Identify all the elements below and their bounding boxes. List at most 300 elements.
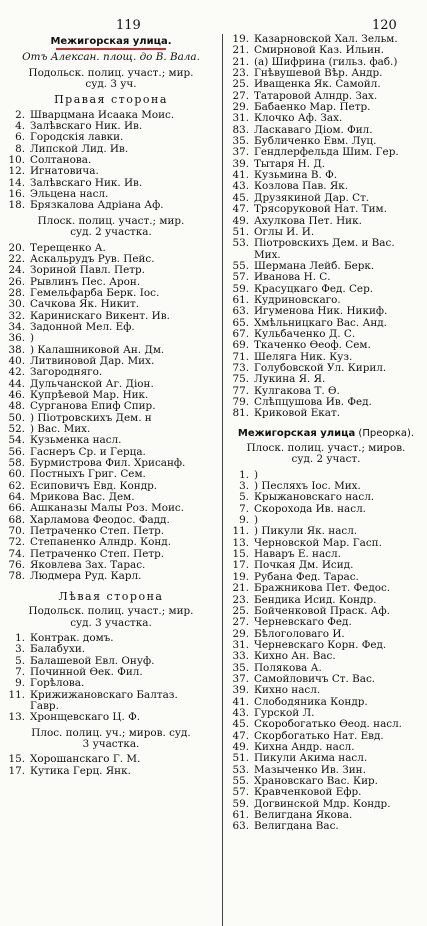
owner-name: Смирновой Каз. Ильин. <box>254 45 385 57</box>
owner-name: Крыжановскаго насл. <box>254 492 375 504</box>
entry-row <box>228 606 424 617</box>
owner-name: ) <box>30 333 35 345</box>
owner-name: Мазыченко Ив. Зин. <box>254 764 366 776</box>
owner-name: Трясоруковой Нат. Тим. <box>254 204 387 216</box>
house-number: 30. <box>8 298 25 311</box>
house-number: 31. <box>232 112 249 125</box>
house-number: 43. <box>232 180 249 193</box>
entry-row <box>228 821 424 832</box>
owner-name: Бражникова Пет. Федос. <box>254 583 391 595</box>
owner-name: Кудриновскаго. <box>254 294 341 306</box>
owner-name: Кулгакова Т. Ѳ. <box>254 385 340 397</box>
owner-name: Мих. <box>254 249 281 261</box>
owner-name: ) <box>254 469 259 481</box>
owner-name: Брязкалова Адріана Аф. <box>30 200 164 212</box>
house-number: 29. <box>232 101 249 114</box>
entry-row <box>228 113 424 124</box>
owner-name: Шварцмана Исаака Моис. <box>30 109 175 121</box>
house-number: 69. <box>232 339 249 352</box>
house-number: 36. <box>8 332 25 345</box>
street-subtitle: Отъ Алексан. площ. до В. Вала. <box>22 51 200 64</box>
entry-row <box>228 549 424 560</box>
entry-row <box>228 617 424 628</box>
entry-row <box>228 329 424 340</box>
house-number: 63. <box>232 305 249 318</box>
entry-row <box>228 742 424 753</box>
entry-row <box>228 125 424 136</box>
house-number: 68. <box>8 513 25 526</box>
district-line: суд. 3 участка. <box>70 616 152 629</box>
owner-name: Кульбаченко Д. С. <box>254 328 356 340</box>
house-number: 64. <box>8 491 25 504</box>
entry-row <box>228 397 424 408</box>
owner-name: Голубовской Ул. Кирил. <box>254 362 387 374</box>
house-number: 33. <box>232 650 249 663</box>
entry-row <box>228 595 424 606</box>
entry-row <box>4 633 218 644</box>
entry-row <box>4 155 218 166</box>
owner-name: Козлова Пав. Як. <box>254 181 349 193</box>
owner-name: Бойченковой Праск. Аф. <box>254 605 390 617</box>
house-number: 34. <box>8 320 25 333</box>
entry-row <box>4 644 218 655</box>
house-number: 21. <box>232 55 249 68</box>
house-number: 51. <box>232 752 249 765</box>
house-number: 20. <box>8 241 25 254</box>
house-number: 13. <box>232 536 249 549</box>
owner-name: Ахулкова Пет. Ник. <box>254 215 362 227</box>
owner-name: Петраченко Степ. Петр. <box>30 526 165 538</box>
entry-row <box>4 200 218 211</box>
house-number: 3. <box>15 643 25 656</box>
owner-name: Шермана Лейб. Берк. <box>254 260 375 272</box>
owner-name: Ивановa Н. С. <box>254 272 331 284</box>
house-number: 17. <box>8 764 25 777</box>
house-number: 11. <box>8 688 25 701</box>
owner-name: Горѣлова. <box>30 678 85 690</box>
entry-row <box>228 45 424 56</box>
entry-row <box>228 386 424 397</box>
owner-name: Ашканазы Малы Роз. Моис. <box>30 503 185 515</box>
owner-name: Хронщевскаго Ц. Ф. <box>30 712 140 724</box>
entry-row <box>228 640 424 651</box>
house-number: 71. <box>232 350 249 363</box>
owner-name: Городскія лавки. <box>30 132 124 144</box>
owner-name: ) Песляхъ Іос. Мих. <box>254 481 361 493</box>
owner-name: Лукина Я. Я. <box>254 374 326 386</box>
house-number: 55. <box>232 775 249 787</box>
entry-row <box>4 178 218 189</box>
house-number: 44. <box>8 377 25 390</box>
owner-name: Аскальрудъ Рув. Пейс. <box>30 253 155 265</box>
house-number: 49. <box>232 740 249 753</box>
entry-row <box>228 572 424 583</box>
owner-name: Липской Лид. Ив. <box>30 143 129 155</box>
house-number: 35. <box>232 661 249 674</box>
entry-row <box>228 526 424 537</box>
house-number: 37. <box>232 146 249 159</box>
house-number: 1. <box>15 631 25 644</box>
owner-name: Эльцена насл. <box>30 189 109 201</box>
entry-row <box>4 712 218 723</box>
owner-name: Каринискаго Викент. Ив. <box>30 310 170 322</box>
owner-name: Скорбогатько Нат. Евд. <box>254 730 384 742</box>
owner-name: Кутика Герц. Янк. <box>30 765 131 777</box>
district-line: Подольск. полиц. участ.; мир. <box>28 605 194 618</box>
house-number: 39. <box>232 157 249 170</box>
house-number: 70. <box>8 525 25 538</box>
house-number: 14. <box>8 176 25 189</box>
house-number: 77. <box>232 384 249 397</box>
owner-name: Купрѣевой Мар. Ник. <box>30 389 149 401</box>
entry-row <box>4 288 218 299</box>
entry-row <box>4 322 218 333</box>
owner-name: Бабаенко Мар. Петр. <box>254 102 371 114</box>
owner-name: Степаненко Алндр. Конд. <box>30 537 171 549</box>
owner-name: Гурской Л. <box>254 707 315 719</box>
house-number: 49. <box>232 214 249 227</box>
entry-row <box>228 799 424 810</box>
entry-row <box>228 810 424 821</box>
owner-name: Гавр. <box>30 700 59 712</box>
entry-row <box>4 144 218 155</box>
owner-name: Солтанова. <box>30 155 92 167</box>
house-number: 18. <box>8 199 25 212</box>
entry-row <box>4 492 218 503</box>
owner-name: Слѣпцушова Ив. Фед. <box>254 397 372 408</box>
house-number: 5. <box>15 654 25 667</box>
entry-row <box>228 216 424 227</box>
entry-row <box>4 458 218 469</box>
entry-row <box>4 424 218 435</box>
house-number: 17. <box>232 559 249 572</box>
entry-row <box>228 68 424 79</box>
left-column <box>4 34 218 777</box>
entry-row <box>4 299 218 310</box>
owner-name: Скорохода Ив. насл. <box>254 503 366 515</box>
owner-name: Людмера Руд. Карл. <box>30 571 142 583</box>
entry-row <box>228 538 424 549</box>
house-number: 37. <box>232 672 249 685</box>
entry-row <box>4 690 218 701</box>
house-number: 10. <box>8 154 25 167</box>
house-number: 47. <box>232 729 249 742</box>
house-number: 59. <box>232 797 249 810</box>
entry-row <box>228 57 424 68</box>
owner-name: Кравченковой Ефр. <box>254 787 362 799</box>
entry-row <box>228 787 424 798</box>
owner-name: Постныхъ Григ. Сем. <box>30 469 146 481</box>
entry-list <box>4 633 218 724</box>
house-number: 59. <box>232 282 249 295</box>
owner-name: Ткаченко Ѳеоф. Сем. <box>254 340 371 352</box>
house-number: 35. <box>232 135 249 148</box>
entry-list <box>228 470 424 833</box>
street-title-2 <box>228 428 424 439</box>
entry-row <box>4 560 218 571</box>
house-number: 2. <box>15 108 25 121</box>
street-title-2-name: Межигорская улица <box>237 427 356 439</box>
entry-row <box>228 651 424 662</box>
owner-name: Сачкова Як. Никит. <box>30 299 140 311</box>
entry-row <box>4 656 218 667</box>
house-number: 67. <box>232 327 249 340</box>
house-number: 41. <box>232 695 249 708</box>
district-line: Плоск. полиц. участ.; миров. <box>246 442 406 455</box>
district-line: Плоск. полиц. участ.; мир. <box>37 214 185 227</box>
owner-name: Ласкаваго Діом. Фил. <box>254 124 373 136</box>
house-number: 19. <box>232 33 249 45</box>
house-number: 42. <box>8 366 25 379</box>
owner-name: Красуцкаго Фед. Сер. <box>254 283 374 295</box>
entry-row <box>228 170 424 181</box>
house-number: 45. <box>232 718 249 731</box>
entry-row <box>228 363 424 374</box>
owner-name: Бендика Исид. Кондр. <box>254 594 377 606</box>
owner-name: Наваръ Е. насл. <box>254 549 341 561</box>
house-number: 8. <box>15 142 25 155</box>
entry-row <box>4 132 218 143</box>
entry-row <box>4 401 218 412</box>
house-number: 11. <box>232 525 249 538</box>
house-number: 19. <box>232 570 249 583</box>
house-number: 40. <box>8 354 25 367</box>
entry-row <box>228 306 424 317</box>
entry-row <box>228 181 424 192</box>
owner-name: Черновской Мар. Гасп. <box>254 537 382 549</box>
owner-name: Мрикова Вас. Дем. <box>30 492 135 504</box>
entry-row <box>4 356 218 367</box>
house-number: 58. <box>8 457 25 470</box>
house-number: 26. <box>8 275 25 288</box>
entry-row <box>228 765 424 776</box>
district-line: суд. 2 участ. <box>291 453 361 466</box>
owner-name: Почкая Дм. Исид. <box>254 560 354 572</box>
entry-row <box>228 34 424 45</box>
entry-row <box>4 311 218 322</box>
owner-name: Дульчанской Аг. Діон. <box>30 378 154 390</box>
owner-name: Починной Ѳек. Фил. <box>30 666 143 678</box>
owner-name: Пикули Акима насл. <box>254 753 368 765</box>
entry-row <box>4 503 218 514</box>
entry-row <box>228 340 424 351</box>
owner-name: Кихно насл. <box>254 685 321 697</box>
owner-name: Сургановa Епиф Спир. <box>30 401 156 413</box>
owner-name: Игнатовича. <box>30 166 99 178</box>
house-number: 62. <box>8 479 25 492</box>
house-number: 51. <box>232 225 249 238</box>
owner-name: Рубана Фед. Тарас. <box>254 571 359 583</box>
entry-row <box>228 515 424 526</box>
owner-name: Бурмистрова Фил. Хрисанф. <box>30 458 186 470</box>
entry-row <box>4 571 218 582</box>
house-number: 28. <box>8 286 25 299</box>
entry-row <box>4 435 218 446</box>
street-title-2-suffix: (Преорка). <box>355 427 415 439</box>
house-number: 16. <box>8 188 25 201</box>
owner-name: Гаснеръ Ср. и Герца. <box>30 446 146 458</box>
entry-row <box>228 685 424 696</box>
entry-row <box>4 701 218 712</box>
entry-row <box>4 254 218 265</box>
owner-name: Полякова А. <box>254 662 322 674</box>
page-number-left: 119 <box>116 18 141 33</box>
owner-name: ) Пикули Як. насл. <box>254 526 358 538</box>
owner-name: Балашевой Евл. Онуф. <box>30 655 155 667</box>
entry-row <box>228 674 424 685</box>
owner-name: Зориной Павл. Петр. <box>30 265 145 277</box>
house-number: 63. <box>232 820 249 833</box>
entry-row <box>228 261 424 272</box>
house-number: 29. <box>232 627 249 640</box>
house-number: 15. <box>232 548 249 561</box>
owner-name: Игуменова Ник. Никиф. <box>254 306 388 318</box>
house-number: 13. <box>8 711 25 724</box>
owner-name: ) <box>254 515 259 527</box>
entry-row <box>228 159 424 170</box>
house-number: 9. <box>15 677 25 690</box>
house-number: 31. <box>232 638 249 651</box>
house-number: 83. <box>232 123 249 136</box>
house-number: 45. <box>232 191 249 204</box>
house-number: 74. <box>8 547 25 560</box>
entry-row <box>4 110 218 121</box>
house-number: 65. <box>232 316 249 329</box>
owner-name: Оглы И. И. <box>254 226 315 238</box>
owner-name: Кузьмина В. Ф. <box>254 170 338 182</box>
entry-row <box>4 667 218 678</box>
entry-row <box>228 102 424 113</box>
house-number: 75. <box>232 373 249 386</box>
entry-row <box>4 678 218 689</box>
entry-row <box>4 390 218 401</box>
entry-row <box>228 318 424 329</box>
column-divider <box>222 34 223 926</box>
entry-row <box>228 193 424 204</box>
entry-row <box>228 753 424 764</box>
house-number: 5. <box>239 491 249 504</box>
house-number: 72. <box>8 536 25 549</box>
house-number: 24. <box>8 264 25 277</box>
house-number: 25. <box>232 78 249 91</box>
owner-name: Гемельфарба Берк. Іос. <box>30 287 160 299</box>
house-number: 53. <box>232 237 249 250</box>
house-number: 12. <box>8 165 25 178</box>
entry-row <box>4 265 218 276</box>
owner-name: Друзякиной Дар. Ст. <box>254 192 370 204</box>
house-number: 23. <box>232 593 249 606</box>
owner-name: Черневскаго Фед. <box>254 617 352 629</box>
entry-row <box>4 549 218 560</box>
right-column <box>228 34 424 833</box>
owner-name: Хорошанскаго Г. М. <box>30 754 141 766</box>
owner-name: Залѣвскаго Ник. Ив. <box>30 177 143 189</box>
house-number: 81. <box>232 407 249 420</box>
entry-list <box>4 110 218 212</box>
district-line: Плос. полиц. уч.; миров. суд. <box>31 726 191 739</box>
house-number: 39. <box>232 684 249 697</box>
entry-row <box>228 719 424 730</box>
entry-row <box>228 250 424 261</box>
house-number: 53. <box>232 763 249 776</box>
owner-name: Хмѣльницкаго Вас. Анд. <box>254 317 387 329</box>
house-number: 66. <box>8 502 25 515</box>
district-line: 3 участка. <box>82 737 140 750</box>
entry-row <box>228 560 424 571</box>
house-number: 21. <box>232 582 249 595</box>
owner-name: Залѣвскаго Ник. Ив. <box>30 121 143 133</box>
owner-name: Велигдана Якова. <box>254 810 353 822</box>
entry-row <box>228 91 424 102</box>
house-number: 48. <box>8 400 25 413</box>
house-number: 73. <box>232 361 249 374</box>
house-number: 52. <box>8 423 25 435</box>
owner-name: Слободяника Кондр. <box>254 696 368 708</box>
owner-name: Казарновской Хал. Зельм. <box>254 34 398 45</box>
house-number: 61. <box>232 293 249 306</box>
owner-name: Гендлерфельда Шим. Гер. <box>254 147 399 159</box>
entry-row <box>228 272 424 283</box>
entry-row <box>4 189 218 200</box>
owner-name: ) Калашниковой Ан. Дм. <box>30 344 165 356</box>
entry-row <box>228 492 424 503</box>
house-number: 60. <box>8 468 25 481</box>
entry-row <box>4 766 218 777</box>
title-underline <box>56 48 166 50</box>
entry-row <box>4 345 218 356</box>
owner-name: Бѣлоголоваго И. <box>254 628 345 640</box>
house-number: 47. <box>232 203 249 216</box>
entry-row <box>4 333 218 344</box>
entry-row <box>4 754 218 765</box>
house-number: 7. <box>15 665 25 678</box>
entry-row <box>228 629 424 640</box>
entry-row <box>228 776 424 787</box>
entry-row <box>4 469 218 480</box>
entry-row <box>4 379 218 390</box>
owner-name: Есиповичъ Евд. Кондр. <box>30 480 158 492</box>
house-number: 4. <box>15 120 25 133</box>
owner-name: Велигдана Вас. <box>254 821 339 833</box>
house-number: 57. <box>232 271 249 284</box>
house-number: 27. <box>232 89 249 102</box>
entry-row <box>228 284 424 295</box>
house-number: 22. <box>8 252 25 265</box>
entry-row <box>228 295 424 306</box>
entry-row <box>4 537 218 548</box>
house-number: 46. <box>8 388 25 401</box>
owner-name: (а) Шифрина (гильз. фаб.) <box>254 56 398 68</box>
owner-name: Контрак. домъ. <box>30 632 114 644</box>
owner-name: ) Вас. Мих. <box>30 424 91 435</box>
house-number: 9. <box>239 514 249 527</box>
entry-row <box>4 413 218 424</box>
entry-row <box>228 374 424 385</box>
district-line: суд. 3 уч. <box>85 78 137 91</box>
owner-name: Догвинской Мдр. Кондр. <box>254 798 391 810</box>
entry-row <box>4 515 218 526</box>
house-number: 3. <box>239 480 249 493</box>
entry-row <box>4 481 218 492</box>
entry-row <box>228 708 424 719</box>
right-side-heading: Правая сторона <box>54 93 168 107</box>
owner-name: Иващенка Як. Самойл. <box>254 79 381 91</box>
owner-name: Храновскаго Вас. Кир. <box>254 776 378 787</box>
entry-row <box>228 227 424 238</box>
entry-row <box>228 470 424 481</box>
house-number: 38. <box>8 343 25 356</box>
entry-list <box>4 754 218 777</box>
